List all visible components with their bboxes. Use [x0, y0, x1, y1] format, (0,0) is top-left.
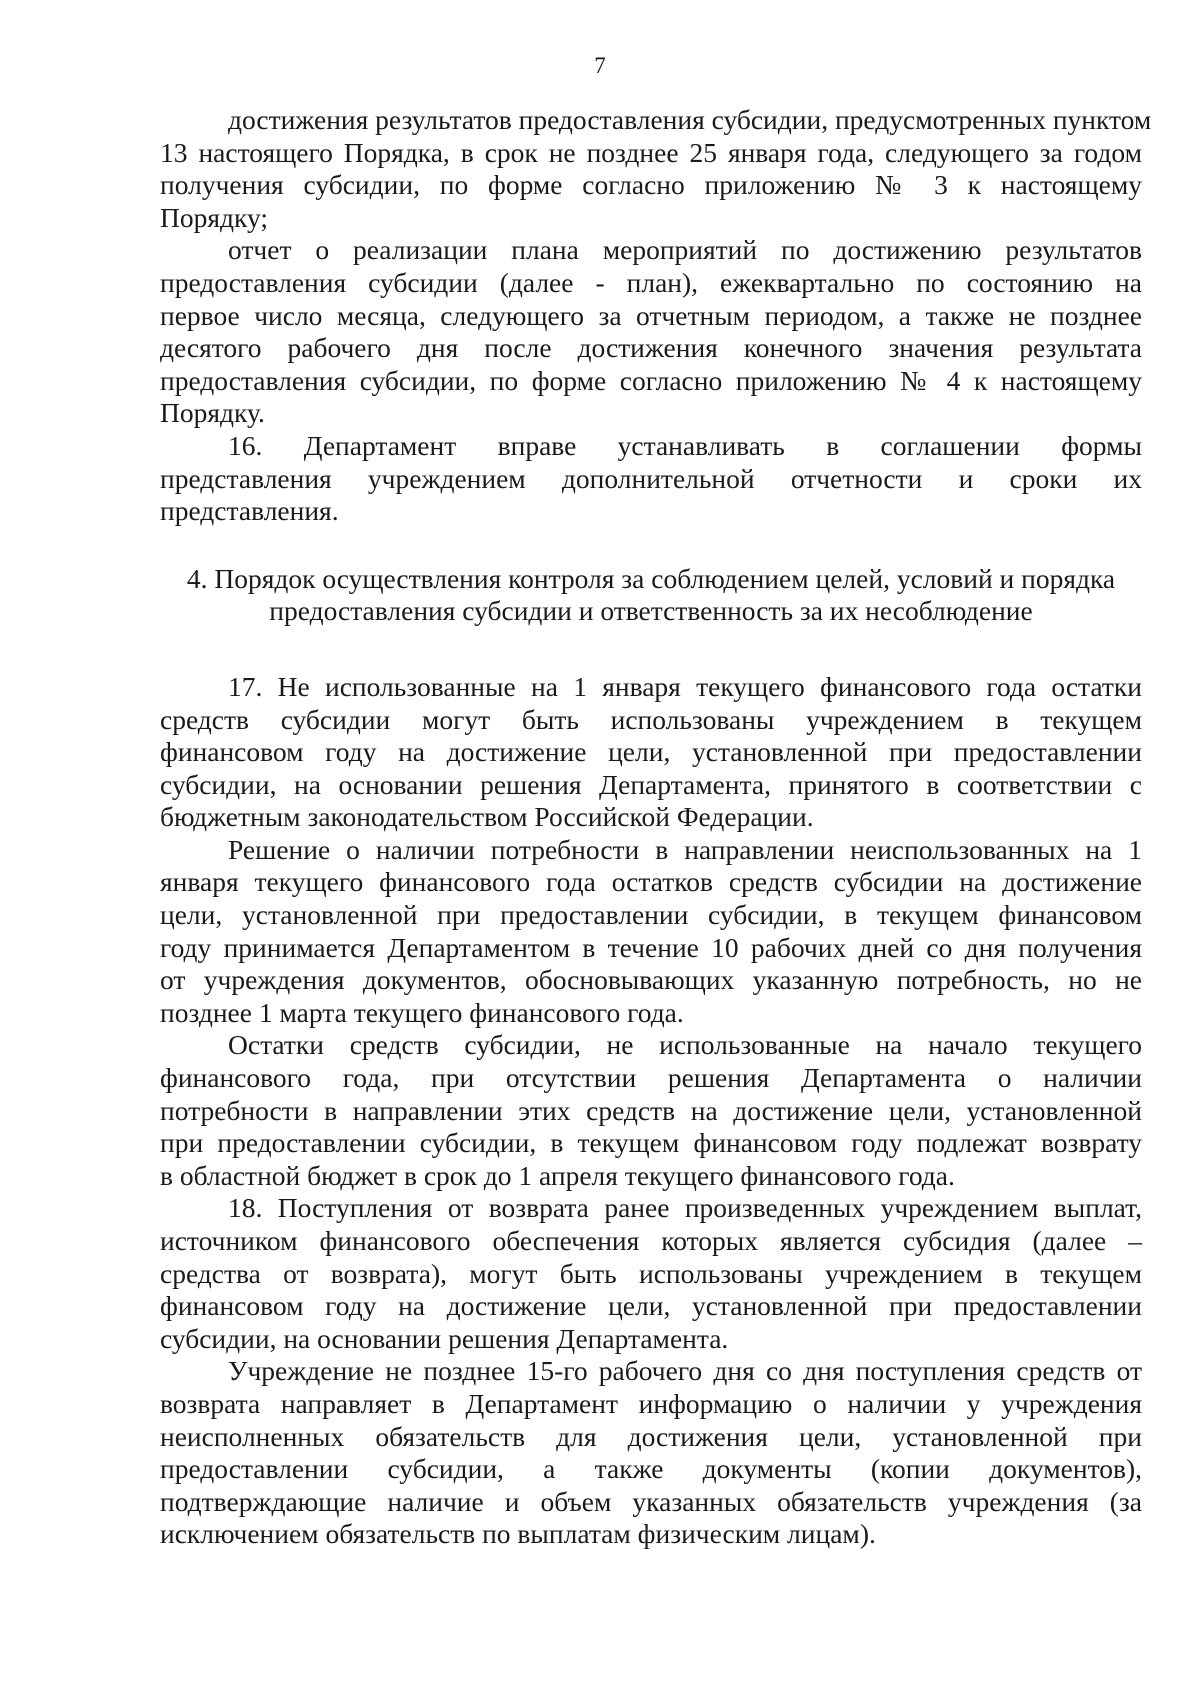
paragraph	[160, 430, 1142, 528]
section-heading-line: 4. Порядок осуществления контроля за соблюдением целей, условий и порядка	[186, 562, 1116, 594]
paragraph-line: достижения результатов предоставления субсидии, предусмотренных пунктом	[228, 104, 1152, 135]
paragraph	[160, 1355, 1142, 1551]
paragraph-line: 16. Департамент вправе устанавливать в соглашении формы	[228, 429, 1142, 461]
paragraph-line: позднее 1 марта текущего финансового года.	[160, 996, 684, 1028]
paragraph-line: Остатки средств субсидии, не использованные на начало текущего	[228, 1029, 1142, 1061]
paragraph-line: подтверждающие наличие и объем указанных обязательств учреждения (за	[160, 1485, 1142, 1517]
paragraph-line: января текущего финансового года остатков средств субсидии на достижение	[160, 866, 1142, 898]
paragraph-line: десятого рабочего дня после достижения конечного значения результата	[160, 332, 1142, 364]
paragraph-line: предоставления субсидии, по форме согласно приложению № 4 к настоящему	[160, 364, 1142, 396]
paragraph-line: Решение о наличии потребности в направлении неиспользованных на 1	[228, 833, 1142, 865]
paragraph-line: предоставлении субсидии, а также документы (копии документов),	[160, 1453, 1142, 1485]
paragraph-line: субсидии, на основании решения Департамента, принятого в соответствии с	[160, 768, 1142, 800]
paragraph-group-top	[160, 104, 1152, 528]
paragraph-line: Порядку;	[160, 201, 268, 233]
paragraph-line: цели, установленной при предоставлении субсидии, в текущем финансовом	[160, 899, 1142, 931]
paragraph-group-bottom	[160, 671, 1142, 1551]
paragraph-line: от учреждения документов, обосновывающих указанную потребность, но не	[160, 964, 1142, 996]
paragraph-line: отчет о реализации плана мероприятий по достижению результатов	[228, 234, 1142, 266]
paragraph-line: средств субсидии могут быть использованы учреждением в текущем	[160, 703, 1142, 735]
paragraph-line: финансовом году на достижение цели, установленной при предоставлении	[160, 1290, 1142, 1322]
paragraph-line: предоставления субсидии (далее - план), ежеквартально по состоянию на	[160, 266, 1142, 298]
paragraph-line: возврата направляет в Департамент информацию о наличии у учреждения	[160, 1387, 1142, 1419]
paragraph-line: потребности в направлении этих средств на достижение цели, установленной	[160, 1094, 1142, 1126]
paragraph	[160, 234, 1142, 430]
paragraph-line: неисполненных обязательств для достижения цели, установленной при	[160, 1420, 1142, 1452]
paragraph	[160, 834, 1142, 1030]
paragraph-line: 17. Не использованные на 1 января текущего финансового года остатки	[228, 670, 1142, 702]
paragraph-line: финансового года, при отсутствии решения Департамента о наличии	[160, 1062, 1142, 1094]
section-heading	[160, 563, 1142, 628]
paragraph-line: Порядку.	[160, 397, 265, 429]
paragraph-line: году принимается Департаментом в течение 10 рабочих дней со дня получения	[160, 931, 1142, 963]
paragraph	[160, 1192, 1142, 1355]
paragraph-line: средства от возврата), могут быть использованы учреждением в текущем	[160, 1257, 1142, 1289]
page-number: 7	[594, 53, 606, 78]
paragraph-line: первое число месяца, следующего за отчетным периодом, а также не позднее	[160, 299, 1142, 331]
paragraph-line: представления учреждением дополнительной отчетности и сроки их	[160, 462, 1142, 494]
paragraph-line: при предоставлении субсидии, в текущем финансовом году подлежат возврату	[160, 1127, 1142, 1159]
paragraph-line: 13 настоящего Порядка, в срок не позднее 25 января года, следующего за годом	[160, 136, 1142, 168]
paragraph	[160, 1029, 1142, 1192]
paragraph-line: в областной бюджет в срок до 1 апреля текущего финансового года.	[160, 1159, 955, 1191]
paragraph-line: субсидии, на основании решения Департамента.	[160, 1322, 729, 1354]
paragraph-line: Учреждение не позднее 15-го рабочего дня со дня поступления средств от	[228, 1355, 1142, 1387]
paragraph-line: источником финансового обеспечения которых является субсидия (далее –	[160, 1225, 1142, 1256]
paragraph	[160, 104, 1152, 234]
paragraph-line: представления.	[160, 495, 339, 527]
document-body	[160, 104, 1152, 1551]
paragraph-line: получения субсидии, по форме согласно приложению № 3 к настоящему	[160, 169, 1142, 201]
section-heading-line: предоставления субсидии и ответственность за их несоблюдение	[269, 595, 1033, 627]
paragraph	[160, 671, 1142, 834]
paragraph-line: финансовом году на достижение цели, установленной при предоставлении	[160, 736, 1142, 768]
paragraph-line: исключением обязательств по выплатам физическим лицам).	[160, 1518, 876, 1550]
paragraph-line: 18. Поступления от возврата ранее произведенных учреждением выплат,	[228, 1192, 1142, 1224]
paragraph-line: бюджетным законодательством Российской Федерации.	[160, 801, 814, 833]
